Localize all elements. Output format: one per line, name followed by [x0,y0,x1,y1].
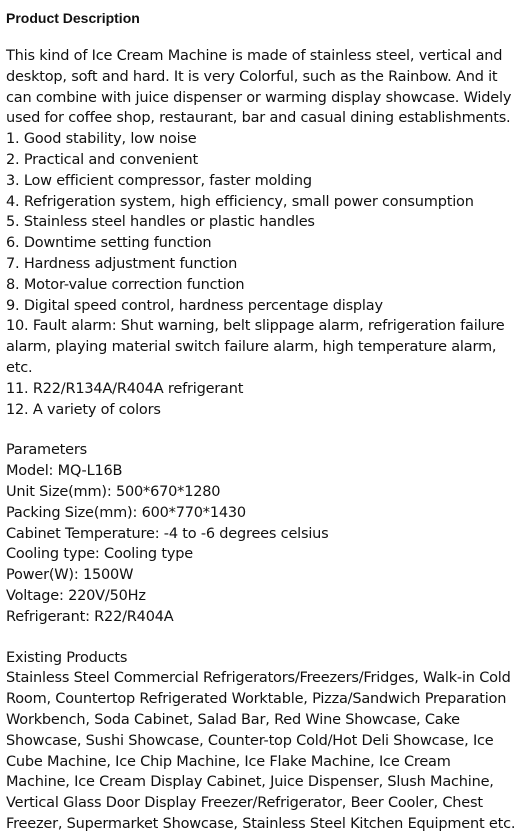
feature-item: 5. Stainless steel handles or plastic handles [6,214,315,231]
parameter-item: Refrigerant: R22/R404A [6,608,174,625]
feature-item: 12. A variety of colors [6,401,161,418]
parameters-list [6,461,516,627]
parameter-item: Model: MQ-L16B [6,463,123,480]
parameter-item: Cabinet Temperature: -4 to -6 degrees celsius [6,525,329,542]
existing-products-title: Existing Products [6,649,128,666]
feature-item: 10. Fault alarm: Shut warning, belt slippage alarm, refrigeration failure alarm, playing material switch failure alarm, high temperature alarm, etc. [6,318,505,376]
feature-item: 8. Motor-value correction function [6,276,245,293]
parameter-item: Power(W): 1500W [6,567,134,584]
existing-products-section [6,648,516,835]
parameter-item: Unit Size(mm): 500*670*1280 [6,483,221,500]
feature-item: 1. Good stability, low noise [6,131,197,148]
parameters-title: Parameters [6,442,87,459]
parameter-item: Voltage: 220V/50Hz [6,587,146,604]
feature-item: 7. Hardness adjustment function [6,255,238,272]
feature-item: 11. R22/R134A/R404A refrigerant [6,380,244,397]
existing-products-text: Stainless Steel Commercial Refrigerators/Freezers/Fridges, Walk-in Cold Room, Countertop Refrigerated Worktable, Pizza/Sandwich Preparation Workbench, Soda Cabinet, Salad Bar, Red Wine Showcase, Cake Showcase, Sushi Showcase, Counter-top Cold/Hot Deli Showcase, Ice Cube Machine, Ice Chip Machine, Ice Flake Machine, Ice Cream Machine, Ice Cream Display Cabinet, Juice Dispenser, Slush Machine, Vertical Glass Door Display Freezer/Refrigerator, Beer Cooler, Chest Freezer, Supermarket Showcase, Stainless Steel Kitchen Equipment etc. [6,670,516,832]
product-intro: This kind of Ice Cream Machine is made of stainless steel, vertical and desktop, soft and hard. It is very Colorful, such as the Rainbow. And it can combine with juice dispenser or warming display showcase. Widely used for coffee shop, restaurant, bar and casual dining establishments. [6,48,512,127]
feature-list [6,129,516,420]
feature-item: 2. Practical and convenient [6,151,198,168]
product-description-heading: Product Description [6,10,140,26]
feature-item: 9. Digital speed control, hardness percentage display [6,297,383,314]
feature-item: 4. Refrigeration system, high efficiency, small power consumption [6,193,474,210]
parameters-section [6,440,516,627]
feature-item: 6. Downtime setting function [6,235,212,252]
parameter-item: Packing Size(mm): 600*770*1430 [6,504,246,521]
parameter-item: Cooling type: Cooling type [6,546,193,563]
feature-item: 3. Low efficient compressor, faster molding [6,172,312,189]
